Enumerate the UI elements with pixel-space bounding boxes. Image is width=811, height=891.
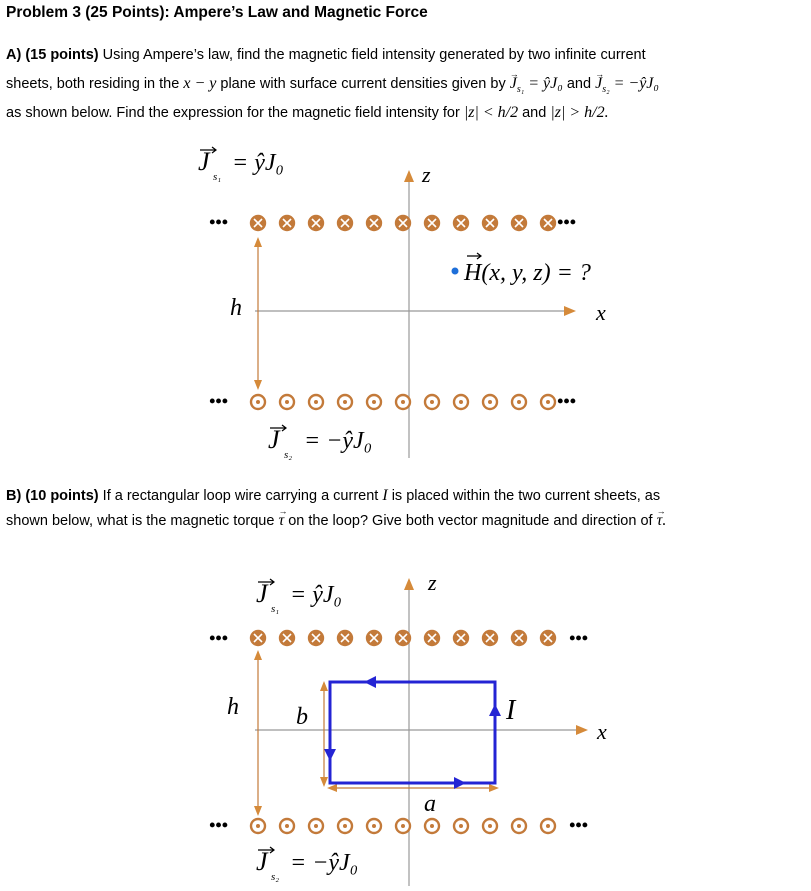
- part-a-and-2: and: [522, 105, 547, 121]
- current-out-of-page-symbol: [309, 395, 323, 409]
- current-into-page-symbol: [425, 631, 439, 645]
- top-sheet-b-dots-right: •••: [569, 628, 588, 648]
- current-into-page-symbol: [425, 216, 439, 230]
- current-out-of-page-symbol: [541, 819, 555, 833]
- current-into-page-symbol: [541, 216, 555, 230]
- loop-arrow-bottom: [454, 777, 466, 789]
- js1-rhs: = ŷJ₀: [232, 150, 284, 176]
- current-into-page-symbol: [367, 631, 381, 645]
- current-into-page-symbol: [251, 631, 265, 645]
- part-a-line-1: [6, 46, 646, 64]
- current-into-page-symbol: [309, 631, 323, 645]
- current-out-of-page-symbol: [483, 395, 497, 409]
- current-out-of-page-symbol: [454, 395, 468, 409]
- current-into-page-symbol: [396, 631, 410, 645]
- current-into-page-symbol: [338, 216, 352, 230]
- bottom-current-sheet-b: [251, 819, 555, 833]
- a-arrowhead-right: [489, 784, 499, 792]
- current-out-of-page-symbol: [280, 819, 294, 833]
- x-axis-arrowhead: [564, 306, 576, 316]
- current-out-of-page-symbol: [367, 819, 381, 833]
- part-a-condition-inside: |z| < h/2: [463, 104, 519, 121]
- loop-arrow-left: [324, 749, 336, 761]
- h-arrowhead-top: [254, 237, 262, 247]
- h-b-arrowhead-bottom: [254, 806, 262, 816]
- diagram-a: [0, 130, 811, 480]
- js2-b-symbol: J: [256, 847, 268, 876]
- current-out-of-page-symbol: [512, 395, 526, 409]
- js1-b-rhs: = ŷJ₀: [290, 582, 342, 608]
- part-a-xy-plane: x − y: [183, 75, 217, 92]
- current-into-page-symbol: [309, 216, 323, 230]
- z-axis-label: z: [422, 162, 431, 187]
- part-a-line2-text2: plane with surface current densities given by: [220, 76, 506, 92]
- a-label: a: [424, 791, 436, 817]
- h-arrowhead-bottom: [254, 380, 262, 390]
- part-b-line1-text1: If a rectangular loop wire carrying a current: [102, 488, 379, 504]
- current-out-of-page-symbol: [367, 395, 381, 409]
- field-point-label: H(x, y, z) = ?: [464, 260, 591, 286]
- loop-current-label: I: [506, 695, 516, 726]
- part-a-js1-symbol: → $J_{s_1}$: [510, 75, 524, 92]
- b-label: b: [296, 704, 308, 730]
- part-a-and-1: and: [566, 76, 592, 92]
- current-out-of-page-symbol: [512, 819, 526, 833]
- current-into-page-symbol: [367, 216, 381, 230]
- part-b-line-1: [6, 487, 660, 505]
- z-axis-b-arrowhead: [404, 578, 414, 590]
- bottom-sheet-dots-left: •••: [209, 391, 228, 411]
- h-b-arrowhead-top: [254, 650, 262, 660]
- js2-equation-b: [256, 847, 358, 883]
- current-out-of-page-symbol: [396, 819, 410, 833]
- current-out-of-page-symbol: [396, 395, 410, 409]
- current-into-page-symbol: [541, 631, 555, 645]
- current-out-of-page-symbol: [251, 395, 265, 409]
- bottom-sheet-b-dots-left: •••: [209, 815, 228, 835]
- loop-arrow-top: [364, 676, 376, 688]
- bottom-sheet-dots-right: •••: [557, 391, 576, 411]
- current-into-page-symbol: [280, 631, 294, 645]
- js1-subscript: s₁: [213, 171, 222, 183]
- current-into-page-symbol: [512, 631, 526, 645]
- current-loop: [330, 682, 495, 783]
- js1-b-subscript: s₁: [271, 603, 280, 615]
- current-into-page-symbol: [512, 216, 526, 230]
- current-out-of-page-symbol: [309, 819, 323, 833]
- part-a-line-2: [6, 75, 659, 99]
- z-axis-b-label: z: [428, 570, 437, 595]
- current-into-page-symbol: [396, 216, 410, 230]
- js1-equation: [198, 147, 284, 183]
- js2-subscript: s₂: [284, 449, 293, 461]
- current-out-of-page-symbol: [483, 819, 497, 833]
- current-out-of-page-symbol: [280, 395, 294, 409]
- part-a-line3-text1: as shown below. Find the expression for the magnetic field intensity for: [6, 105, 460, 121]
- current-out-of-page-symbol: [251, 819, 265, 833]
- current-into-page-symbol: [280, 216, 294, 230]
- diagram-b: [0, 556, 811, 891]
- current-into-page-symbol: [483, 216, 497, 230]
- x-axis-b-arrowhead: [576, 725, 588, 735]
- js1-symbol: J: [198, 147, 210, 176]
- current-into-page-symbol: [251, 216, 265, 230]
- x-axis-label: x: [596, 300, 606, 325]
- top-sheet-dots-right: •••: [557, 212, 576, 232]
- js2-b-rhs: = −ŷJ₀: [290, 850, 359, 876]
- x-axis-b-label: x: [597, 719, 607, 744]
- part-b-line2-text2: on the loop? Give both vector magnitude and direction of: [288, 513, 653, 529]
- current-into-page-symbol: [483, 631, 497, 645]
- part-a-label: A) (15 points): [6, 47, 99, 63]
- current-into-page-symbol: [338, 631, 352, 645]
- top-sheet-dots-left: •••: [209, 212, 228, 232]
- current-out-of-page-symbol: [541, 395, 555, 409]
- js2-equation: [268, 425, 372, 461]
- part-b-line2-text1: shown below, what is the magnetic torque: [6, 513, 275, 529]
- js2-b-subscript: s₂: [271, 871, 280, 883]
- b-arrowhead-bottom: [320, 777, 328, 787]
- b-arrowhead-top: [320, 681, 328, 691]
- part-a-js1-rhs: = ŷJ₀: [528, 75, 563, 92]
- part-b-line-2: [6, 512, 666, 530]
- js2-symbol: J: [268, 425, 280, 454]
- current-out-of-page-symbol: [338, 395, 352, 409]
- part-b-label: B) (10 points): [6, 488, 99, 504]
- loop-arrow-right: [489, 704, 501, 716]
- current-into-page-symbol: [454, 216, 468, 230]
- current-out-of-page-symbol: [454, 819, 468, 833]
- part-a-line1-text: Using Ampere’s law, find the magnetic field intensity generated by two infinite current: [102, 47, 646, 63]
- top-sheet-b-dots-left: •••: [209, 628, 228, 648]
- part-a-line2-text1: sheets, both residing in the: [6, 76, 180, 92]
- part-b-line1-text2: is placed within the two current sheets, as: [391, 488, 661, 504]
- part-a-js2-symbol: → $J_{s_2}$: [595, 75, 609, 92]
- current-out-of-page-symbol: [425, 395, 439, 409]
- part-a-condition-outside: |z| > h/2.: [550, 104, 609, 121]
- current-out-of-page-symbol: [425, 819, 439, 833]
- top-current-sheet: [251, 216, 555, 230]
- bottom-sheet-b-dots-right: •••: [569, 815, 588, 835]
- part-b-torque-symbol: → τ: [278, 512, 284, 529]
- field-point-bullet: [452, 268, 459, 275]
- bottom-current-sheet: [251, 395, 555, 409]
- part-b-current-symbol: I: [382, 487, 388, 504]
- current-into-page-symbol: [454, 631, 468, 645]
- a-arrowhead-left: [327, 784, 337, 792]
- part-a-line-3: [6, 104, 609, 122]
- h-label: h: [230, 295, 242, 321]
- current-out-of-page-symbol: [338, 819, 352, 833]
- js2-rhs: = −ŷJ₀: [304, 428, 373, 454]
- part-a-js2-rhs: = −ŷJ₀: [613, 75, 659, 92]
- js1-equation-b: [256, 579, 342, 615]
- js1-b-symbol: J: [256, 579, 268, 608]
- h-label-b: h: [227, 694, 239, 720]
- top-current-sheet-b: [251, 631, 555, 645]
- problem-title: Problem 3 (25 Points): Ampere’s Law and Magnetic Force: [6, 4, 428, 21]
- part-b-torque-symbol-end: → τ.: [657, 512, 667, 529]
- z-axis-arrowhead: [404, 170, 414, 182]
